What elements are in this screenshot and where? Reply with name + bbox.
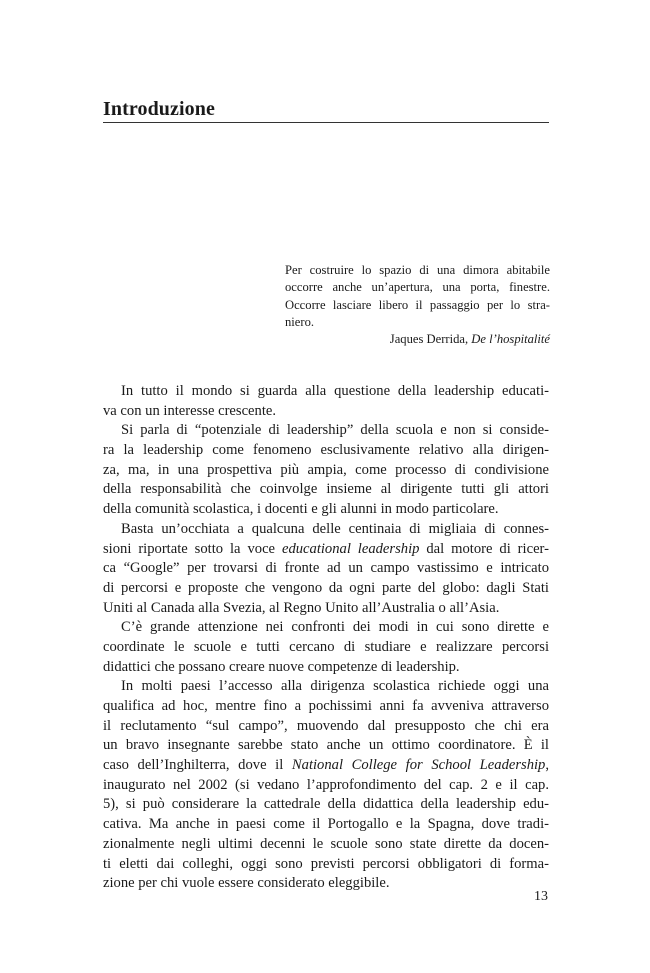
body-line: inaugurato nel 2002 (si vedano l’approfondimento del cap. 2 e il cap. [103,776,549,793]
body-line: della responsabilità che coinvolge insieme al dirigente tutti gli attori [103,481,549,498]
italic-title: educational leadership [281,540,420,557]
epigraph-attribution [285,331,550,348]
body-line: za, ma, in una prospettiva più ampia, come processo di condivisione [103,461,549,478]
body-line: cativa. Ma anche in paesi come il Portogallo e la Spagna, dove tradi- [103,816,549,833]
body-line: va con un interesse crescente. [103,402,277,419]
body-line [103,540,549,560]
title-rule [103,122,549,123]
body-line: ti eletti dai colleghi, oggi sono previsti percorsi obbligatori di forma- [103,855,549,872]
text-run: dal motore di ricer- [419,540,549,557]
body-line: 5), si può considerare la cattedrale della didattica della leadership edu- [103,796,549,813]
body-line: della comunità scolastica, i docenti e gli alunni in modo particolare. [103,501,499,518]
epigraph-line: Per costruire lo spazio di una dimora abitabile [285,263,550,277]
body-line: In molti paesi l’accesso alla dirigenza scolastica richiede oggi una [121,678,549,695]
body-line: ca “Google” per trovarsi di fronte ad un campo vastissimo e intricato [103,560,549,577]
italic-title: National College for School Leadership [291,757,546,774]
epigraph-line: Occorre lasciare libero il passaggio per lo stra- [285,297,550,312]
epigraph-author: Jaques Derrida, [389,332,469,347]
body-line: Uniti al Canada alla Svezia, al Regno Unito all’Australia o all’Asia. [103,599,500,616]
body-line: il reclutamento “sul campo”, muovendo dal presupposto che chi era [103,717,549,734]
page-number: 13 [534,889,548,904]
body-line: un bravo insegnante sarebbe stato anche un ottimo coordinatore. È il [103,737,549,754]
body-line: Basta un’occhiata a qualcuna delle centinaia di migliaia di connes- [121,520,549,537]
body-text [103,382,549,894]
text-run: sioni riportate sotto la voce [103,540,282,557]
body-line [103,756,549,776]
epigraph-work: De l’hospitalité [471,332,550,347]
body-line: didattici che possano creare nuove competenze di leadership. [103,658,460,675]
body-line: qualifica ad hoc, mentre fino a pochissimi anni fa avveniva attraverso [103,698,549,714]
body-line: Si parla di “potenziale di leadership” della scuola e non si conside- [121,422,549,439]
body-line: coordinate le scuole e tutti cercano di studiare e realizzare percorsi [103,638,549,655]
epigraph [285,262,550,348]
body-line: In tutto il mondo si guarda alla questione della leadership educati- [121,383,549,399]
chapter-title: Introduzione [103,98,215,120]
body-line: zione per chi vuole essere considerato eleggibile. [103,875,390,892]
body-line: zionalmente negli ultimi decenni le scuole sono state dirette da docen- [103,835,549,852]
epigraph-line: niero. [285,314,315,329]
body-line: C’è grande attenzione nei confronti dei modi in cui sono dirette e [121,619,549,636]
text-run: caso dell’Inghilterra, dove il [103,757,292,774]
text-run: , [545,757,550,774]
body-line: ra la leadership come fenomeno esclusivamente relativo alla dirigen- [103,442,549,459]
epigraph-line: occorre anche un’apertura, una porta, finestre. [285,280,550,295]
body-line: di percorsi e proposte che vengono da ogni parte del globo: dagli Stati [103,579,549,596]
